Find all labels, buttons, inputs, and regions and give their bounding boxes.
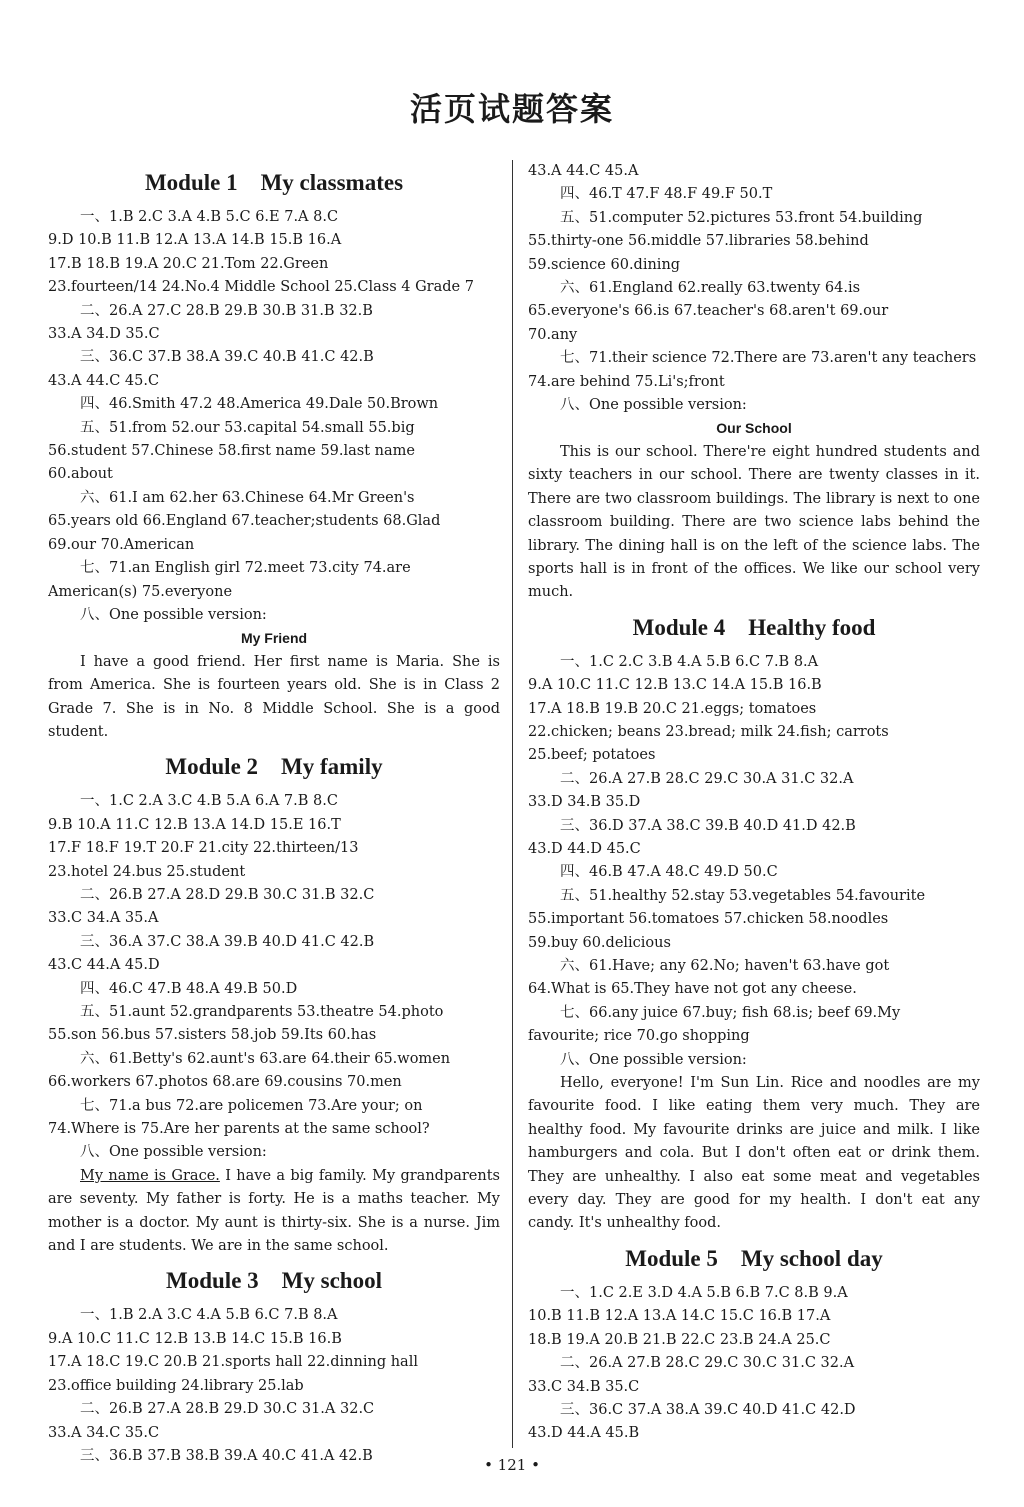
- answer-line: 17.B 18.B 19.A 20.C 21.Tom 22.Green: [48, 255, 329, 272]
- answer-line: 60.about: [48, 466, 113, 483]
- module-2-essay-underlined: My name is Grace.: [80, 1167, 220, 1184]
- answer-line: 43.A 44.C 45.C: [48, 372, 160, 389]
- answer-line: 33.C 34.B 35.C: [528, 1378, 640, 1395]
- module-3-answers: [48, 1304, 500, 1468]
- answer-line: 二、26.A 27.B 28.C 29.C 30.C 31.C 32.A: [560, 1355, 855, 1372]
- module-4-essay: Hello, everyone! I'm Sun Lin. Rice and noodles are my favourite food. I like eating them very much. They are healthy food. My favourite drinks are juice and milk. I like hamburgers and cola. But I don't often eat or drink them. They are unhealthy. I also eat some meat and vegetables every day. They are good for my health. I don't eat any candy. It's unhealthy food.: [528, 1075, 980, 1232]
- answer-line: 17.A 18.C 19.C 20.B 21.sports hall 22.dinning hall: [48, 1354, 418, 1371]
- answer-line: 三、36.D 37.A 38.C 39.B 40.D 41.D 42.B: [560, 817, 856, 834]
- answer-line: 59.buy 60.delicious: [528, 934, 671, 951]
- answer-line: 四、46.T 47.F 48.F 49.F 50.T: [560, 186, 773, 203]
- answer-line: 10.B 11.B 12.A 13.A 14.C 15.C 16.B 17.A: [528, 1308, 831, 1325]
- answer-line: 八、One possible version:: [560, 397, 747, 414]
- answer-line: 五、51.healthy 52.stay 53.vegetables 54.favourite: [560, 887, 926, 904]
- answer-line: 一、1.C 2.E 3.D 4.A 5.B 6.B 7.C 8.B 9.A: [560, 1284, 848, 1301]
- module-1-essay-title: My Friend: [240, 630, 308, 647]
- answer-line: 59.science 60.dining: [528, 256, 681, 273]
- module-2-essay-body: I have a big family. My grandparents are seventy. My father is forty. He is a maths teacher. My mother is a doctor. My aunt is thirty-six. She is a nurse. Jim and I are students. We are in the same school.: [48, 1167, 500, 1255]
- answer-line: 六、61.England 62.really 63.twenty 64.is: [560, 280, 861, 297]
- answer-line: 二、26.A 27.C 28.B 29.B 30.B 31.B 32.B: [80, 302, 373, 319]
- answer-line: 56.student 57.Chinese 58.first name 59.last name: [48, 443, 415, 460]
- answer-line: 9.A 10.C 11.C 12.B 13.B 14.C 15.B 16.B: [48, 1330, 342, 1347]
- answer-line: 七、71.an English girl 72.meet 73.city 74.are: [80, 560, 411, 577]
- answer-line: 23.office building 24.library 25.lab: [48, 1377, 304, 1394]
- answer-line: 七、71.their science 72.There are 73.aren't any teachers: [560, 350, 977, 367]
- answer-line: 一、1.B 2.C 3.A 4.B 5.C 6.E 7.A 8.C: [80, 209, 339, 225]
- answer-line: 四、46.C 47.B 48.A 49.B 50.D: [80, 980, 298, 997]
- module-2-title: Module 2 My family: [165, 754, 383, 780]
- answer-line: 55.son 56.bus 57.sisters 58.job 59.Its 60.has: [48, 1027, 377, 1044]
- answer-line: 69.our 70.American: [48, 536, 195, 553]
- answer-line: 43.D 44.D 45.C: [528, 840, 641, 857]
- answer-line: 一、1.C 2.A 3.C 4.B 5.A 6.A 7.B 8.C: [80, 793, 338, 810]
- module-3-essay: This is our school. There're eight hundred students and sixty teachers in our school. There are twenty classes in it. There are two classroom buildings. The library is next to one classroom building. There are two science labs behind the library. The dining hall is on the left of the science labs. The sports hall is in front of the offices. We like our school very much.: [528, 443, 980, 601]
- answer-line: 66.workers 67.photos 68.are 69.cousins 70.men: [48, 1074, 402, 1091]
- answer-line: 二、26.B 27.A 28.D 29.B 30.C 31.B 32.C: [80, 886, 375, 903]
- page-title: 活页试题答案: [409, 90, 614, 128]
- answer-line: 33.C 34.A 35.A: [48, 910, 159, 927]
- module-1-title: Module 1 My classmates: [144, 170, 404, 195]
- answer-line: 74.Where is 75.Are her parents at the same school?: [48, 1121, 430, 1138]
- answer-line: 43.D 44.A 45.B: [528, 1425, 640, 1442]
- answer-line: 9.B 10.A 11.C 12.B 13.A 14.D 15.E 16.T: [48, 816, 341, 833]
- answer-line: 六、61.Betty's 62.aunt's 63.are 64.their 65.women: [80, 1050, 451, 1067]
- answer-line: 五、51.aunt 52.grandparents 53.theatre 54.photo: [80, 1004, 444, 1020]
- answer-line: 23.fourteen/14 24.No.4 Middle School 25.Class 4 Grade 7: [48, 279, 474, 296]
- answer-line: 9.D 10.B 11.B 12.A 13.A 14.B 15.B 16.A: [48, 232, 342, 249]
- answer-line: 55.thirty-one 56.middle 57.libraries 58.behind: [528, 233, 869, 250]
- answer-line: 33.A 34.C 35.C: [48, 1424, 160, 1441]
- answer-line: 9.A 10.C 11.C 12.B 13.C 14.A 15.B 16.B: [528, 677, 822, 694]
- answer-line: favourite; rice 70.go shopping: [528, 1028, 750, 1045]
- module-1-essay: I have a good friend. Her first name is Maria. She is from America. She is fourteen years old. She is in Class 2 Grade 7. She is in No. 8 Middle School. She is a good student.: [48, 653, 500, 740]
- answer-line: 四、46.Smith 47.2 48.America 49.Dale 50.Brown: [80, 396, 439, 413]
- page-number: • 121 •: [484, 1456, 540, 1474]
- answer-line: 22.chicken; beans 23.bread; milk 24.fish; carrots: [528, 723, 889, 740]
- module-5-answers: [528, 1282, 980, 1446]
- module-4-answers: [528, 651, 980, 1072]
- answer-line: 18.B 19.A 20.B 21.B 22.C 23.B 24.A 25.C: [528, 1331, 831, 1348]
- answer-line: 25.beef; potatoes: [528, 747, 656, 764]
- answer-line: 三、36.C 37.A 38.A 39.C 40.D 41.C 42.D: [560, 1401, 856, 1418]
- module-1-answers: [48, 206, 500, 627]
- answer-line: 七、71.a bus 72.are policemen 73.Are your; on: [80, 1097, 423, 1114]
- module-5-title: Module 5 My school day: [625, 1245, 883, 1271]
- answer-line: 八、One possible version:: [560, 1051, 747, 1068]
- module-2-essay: [48, 1165, 500, 1259]
- answer-line: 五、51.computer 52.pictures 53.front 54.building: [560, 209, 923, 226]
- answer-line: 55.important 56.tomatoes 57.chicken 58.noodles: [528, 911, 889, 928]
- answer-line: 23.hotel 24.bus 25.student: [48, 863, 246, 880]
- right-column: [528, 160, 980, 1446]
- answer-line: 五、51.from 52.our 53.capital 54.small 55.big: [80, 419, 415, 436]
- answer-line: 四、46.B 47.A 48.C 49.D 50.C: [560, 864, 778, 881]
- answer-line: 17.F 18.F 19.T 20.F 21.city 22.thirteen/13: [48, 840, 359, 857]
- answer-line: 74.are behind 75.Li's;front: [528, 373, 725, 390]
- answer-line: 43.A 44.C 45.A: [528, 163, 639, 179]
- answer-line: 65.years old 66.England 67.teacher;students 68.Glad: [48, 513, 441, 530]
- answer-line: 43.C 44.A 45.D: [48, 957, 160, 974]
- module-3-title: Module 3 My school: [166, 1268, 382, 1294]
- answer-line: 三、36.B 37.B 38.B 39.A 40.C 41.A 42.B: [80, 1447, 373, 1464]
- left-column: [48, 160, 500, 1468]
- answer-line: 33.A 34.D 35.C: [48, 326, 160, 343]
- answer-line: 一、1.B 2.A 3.C 4.A 5.B 6.C 7.B 8.A: [80, 1307, 338, 1324]
- answer-line: American(s) 75.everyone: [48, 583, 233, 600]
- answer-line: 70.any: [528, 326, 578, 343]
- answer-line: 六、61.Have; any 62.No; haven't 63.have got: [560, 958, 890, 974]
- answer-line: 七、66.any juice 67.buy; fish 68.is; beef 69.My: [560, 1004, 901, 1021]
- answer-line: 八、One possible version:: [80, 606, 267, 623]
- answer-line: 三、36.A 37.C 38.A 39.B 40.D 41.C 42.B: [80, 933, 375, 950]
- answer-line: 65.everyone's 66.is 67.teacher's 68.aren't 69.our: [528, 303, 889, 320]
- answer-line: 二、26.B 27.A 28.B 29.D 30.C 31.A 32.C: [80, 1401, 375, 1418]
- answer-line: 一、1.C 2.C 3.B 4.A 5.B 6.C 7.B 8.A: [560, 653, 819, 670]
- answer-line: 17.A 18.B 19.B 20.C 21.eggs; tomatoes: [528, 700, 817, 717]
- answer-line: 二、26.A 27.B 28.C 29.C 30.A 31.C 32.A: [560, 770, 854, 787]
- module-3-answers-continued: [528, 160, 980, 417]
- module-2-answers: [48, 790, 500, 1165]
- answer-line: 33.D 34.B 35.D: [528, 794, 641, 811]
- answer-line: 三、36.C 37.B 38.A 39.C 40.B 41.C 42.B: [80, 349, 374, 366]
- module-4-title: Module 4 Healthy food: [632, 614, 876, 640]
- column-divider: [512, 160, 513, 1448]
- answer-line: 64.What is 65.They have not got any cheese.: [528, 981, 857, 998]
- module-3-essay-title: Our School: [716, 420, 792, 437]
- answer-line: 六、61.I am 62.her 63.Chinese 64.Mr Green's: [80, 489, 415, 506]
- answer-line: 八、One possible version:: [80, 1144, 267, 1161]
